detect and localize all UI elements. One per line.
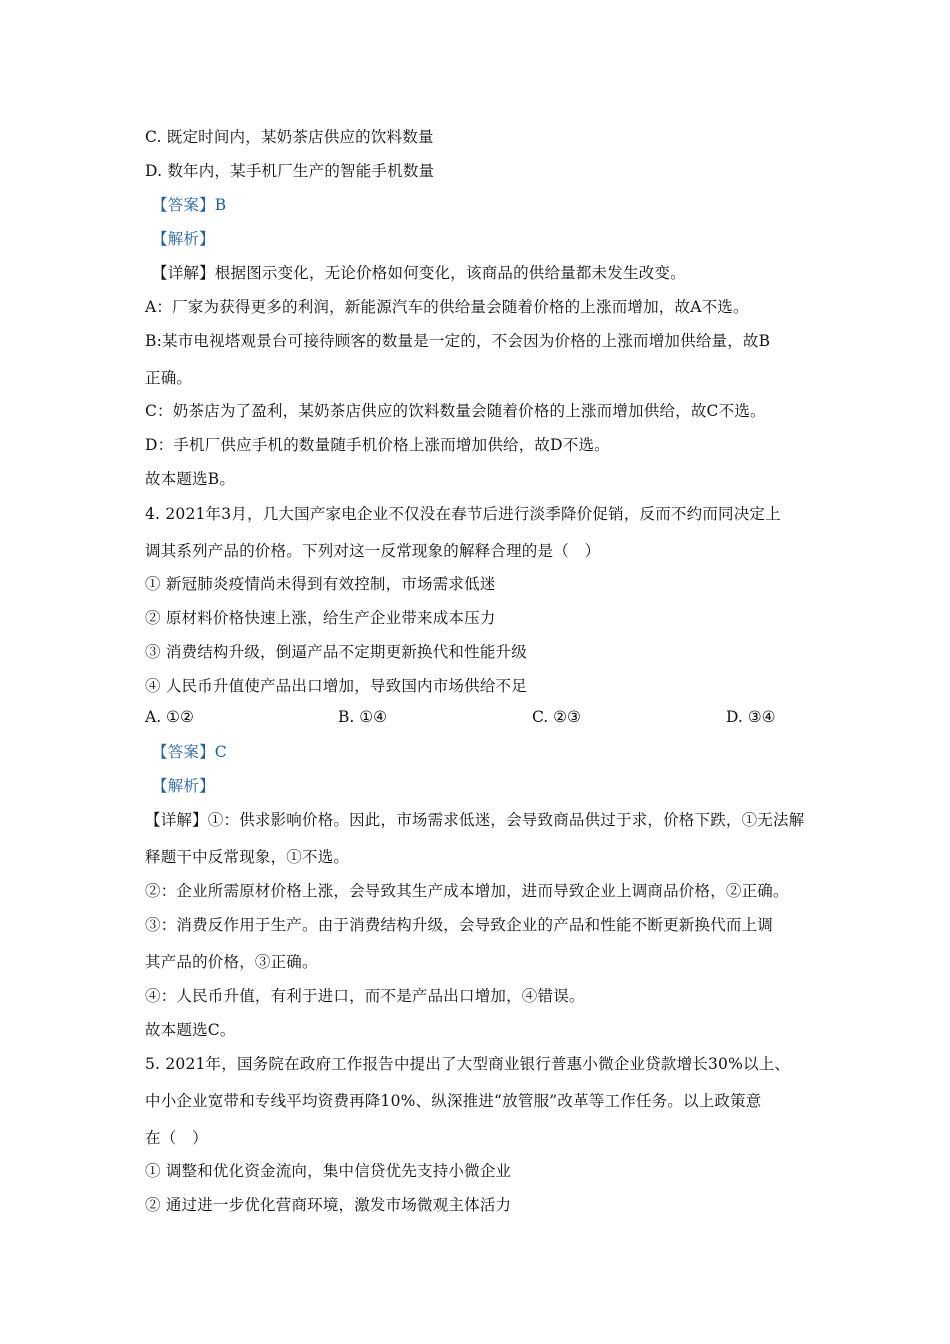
text-line: C. 既定时间内，某奶茶店供应的饮料数量 xyxy=(145,128,434,146)
text-line: 故本题选C。 xyxy=(145,1021,236,1039)
text-line: D. 数年内，某手机厂生产的智能手机数量 xyxy=(145,162,435,180)
text-line: D：手机厂供应手机的数量随手机价格上涨而增加供给，故D不选。 xyxy=(145,436,610,454)
answer-option: D. ③④ xyxy=(726,708,776,726)
text-line: ④：人民币升值，有利于进口，而不是产品出口增加，④错误。 xyxy=(145,987,585,1005)
text-line: ④ 人民币升值使产品出口增加，导致国内市场供给不足 xyxy=(145,677,527,695)
text-line: 调其系列产品的价格。下列对这一反常现象的解释合理的是（ ） xyxy=(145,542,601,560)
text-line: 释题干中反常现象，①不选。 xyxy=(145,848,350,866)
text-line: ② 通过进一步优化营商环境，激发市场微观主体活力 xyxy=(145,1196,512,1214)
section-label: 【解析】 xyxy=(152,230,215,248)
text-line: C：奶茶店为了盈利，某奶茶店供应的饮料数量会随着价格的上涨而增加供给，故C不选。 xyxy=(145,402,766,420)
text-line: 5. 2021年，国务院在政府工作报告中提出了大型商业银行普惠小微企业贷款增长30%以上、 xyxy=(145,1055,791,1073)
answer-option: B. ①④ xyxy=(338,708,388,726)
text-line: ① 调整和优化资金流向，集中信贷优先支持小微企业 xyxy=(145,1162,512,1180)
text-line: 中小企业宽带和专线平均资费再降10%、纵深推进“放管服”改革等工作任务。以上政策意 xyxy=(145,1092,762,1110)
text-line: ② 原材料价格快速上涨，给生产企业带来成本压力 xyxy=(145,609,496,627)
text-line: 【详解】①：供求影响价格。因此，市场需求低迷，会导致商品供过于求，价格下跌，①无法解 xyxy=(145,811,805,829)
text-line: ① 新冠肺炎疫情尚未得到有效控制，市场需求低迷 xyxy=(145,575,496,593)
text-line: 故本题选B。 xyxy=(145,470,236,488)
text-line: ③ 消费结构升级，倒逼产品不定期更新换代和性能升级 xyxy=(145,643,527,661)
text-line: ③：消费反作用于生产。由于消费结构升级，会导致企业的产品和性能不断更新换代而上调 xyxy=(145,916,774,934)
text-line: ②：企业所需原材价格上涨，会导致其生产成本增加，进而导致企业上调商品价格，②正确。 xyxy=(145,882,789,900)
text-line: 4. 2021年3月，几大国产家电企业不仅没在春节后进行淡季降价促销，反而不约而同决定上 xyxy=(145,505,781,523)
answer-option: C. ②③ xyxy=(532,708,581,726)
answer-option: A. ①② xyxy=(145,708,194,726)
section-label: 【答案】C xyxy=(152,743,227,761)
text-line: 【详解】根据图示变化，无论价格如何变化，该商品的供给量都未发生改变。 xyxy=(152,264,686,282)
text-line: 其产品的价格，③正确。 xyxy=(145,953,318,971)
text-line: 在（ ） xyxy=(145,1129,208,1147)
section-label: 【解析】 xyxy=(152,777,215,795)
text-line: B:某市电视塔观景台可接待顾客的数量是一定的，不会因为价格的上涨而增加供给量，故B xyxy=(145,332,771,350)
text-line: A：厂家为获得更多的利润，新能源汽车的供给量会随着价格的上涨而增加，故A不选。 xyxy=(145,298,749,316)
text-line: 正确。 xyxy=(145,369,193,387)
section-label: 【答案】B xyxy=(152,196,227,214)
